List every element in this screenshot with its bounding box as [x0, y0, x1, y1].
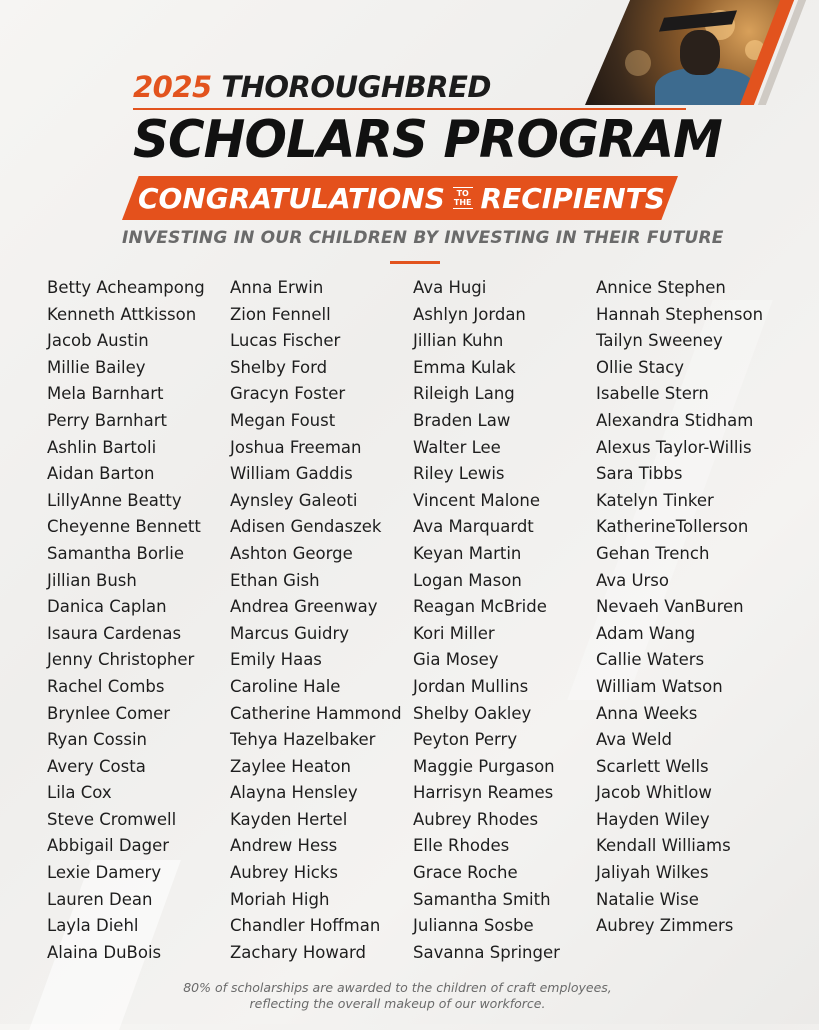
- recipient-name: KatherineTollerson: [596, 517, 749, 537]
- recipient-name: Andrea Greenway: [230, 597, 378, 617]
- recipient-name: Walter Lee: [413, 437, 501, 457]
- recipient-name: Logan Mason: [413, 570, 522, 590]
- recipient-name: Jillian Bush: [47, 570, 137, 590]
- recipient-name: Hayden Wiley: [596, 809, 710, 829]
- recipient-name: Aubrey Rhodes: [413, 809, 539, 829]
- recipient-name: Rileigh Lang: [413, 384, 515, 404]
- recipient-name: Layla Diehl: [47, 916, 139, 936]
- footer-line-1: 80% of scholarships are awarded to the children of craft employees,: [183, 980, 612, 995]
- recipient-name: Katelyn Tinker: [596, 490, 714, 510]
- divider: [390, 261, 440, 264]
- recipient-name: LillyAnne Beatty: [47, 490, 182, 510]
- recipient-name: Steve Cromwell: [47, 809, 177, 829]
- banner-text: [138, 178, 678, 218]
- recipient-name: Reagan McBride: [413, 597, 547, 617]
- recipient-name: Gracyn Foster: [230, 384, 346, 404]
- recipient-name: Ava Weld: [596, 730, 672, 750]
- recipient-name: Ollie Stacy: [596, 357, 685, 377]
- recipient-name: Annice Stephen: [596, 278, 726, 297]
- recipient-name: Anna Weeks: [596, 703, 698, 723]
- recipient-name: Danica Caplan: [47, 597, 167, 617]
- recipient-name: Kendall Williams: [596, 836, 731, 856]
- recipient-name: Alexus Taylor-Willis: [596, 437, 752, 457]
- recipient-name: Harrisyn Reames: [413, 783, 554, 803]
- program-title: SCHOLARS PROGRAM: [133, 110, 722, 170]
- recipient-name: Ryan Cossin: [47, 730, 147, 750]
- recipient-name: Samantha Borlie: [47, 543, 185, 563]
- recipients-list: [47, 275, 779, 966]
- recipient-name: Keyan Martin: [413, 543, 522, 563]
- recipient-name: Chandler Hoffman: [230, 916, 381, 936]
- recipient-name: Sara Tibbs: [596, 464, 683, 484]
- recipient-name: Zachary Howard: [230, 942, 366, 962]
- recipient-name: Ethan Gish: [230, 570, 320, 590]
- banner-small-bottom: THE: [453, 198, 472, 207]
- recipient-name: Emily Haas: [230, 650, 322, 670]
- recipient-name: Ava Hugi: [413, 278, 487, 297]
- recipient-name: Mela Barnhart: [47, 384, 164, 404]
- recipient-name: Julianna Sosbe: [413, 916, 534, 936]
- recipient-name: Lexie Damery: [47, 863, 162, 883]
- names-column-4: [596, 275, 779, 966]
- recipient-name: Abbigail Dager: [47, 836, 170, 856]
- title-year: 2025: [133, 70, 212, 104]
- recipient-name: Kori Miller: [413, 623, 495, 643]
- footer-line-2: reflecting the overall makeup of our workforce.: [249, 996, 546, 1011]
- recipient-name: Gehan Trench: [596, 543, 710, 563]
- recipient-name: Ashlin Bartoli: [47, 437, 157, 457]
- recipient-name: Andrew Hess: [230, 836, 338, 856]
- tagline: INVESTING IN OUR CHILDREN BY INVESTING IN THEIR FUTURE: [122, 228, 724, 248]
- recipient-name: Aubrey Zimmers: [596, 916, 734, 936]
- recipient-name: Megan Foust: [230, 410, 336, 430]
- recipient-name: Jillian Kuhn: [413, 331, 504, 351]
- recipient-name: Alayna Hensley: [230, 783, 358, 803]
- recipient-name: Shelby Ford: [230, 357, 328, 377]
- recipient-name: Isabelle Stern: [596, 384, 709, 404]
- recipient-name: Jacob Austin: [47, 331, 149, 351]
- banner-left-text: CONGRATULATIONS: [138, 181, 445, 215]
- recipient-name: Rachel Combs: [47, 676, 165, 696]
- recipient-name: Anna Erwin: [230, 278, 324, 297]
- recipient-name: Natalie Wise: [596, 889, 699, 909]
- title-line1: [133, 70, 491, 104]
- recipient-name: Braden Law: [413, 410, 511, 430]
- recipient-name: Tailyn Sweeney: [596, 331, 723, 351]
- recipient-name: Aubrey Hicks: [230, 863, 339, 883]
- recipient-name: Aynsley Galeoti: [230, 490, 358, 510]
- recipient-name: Joshua Freeman: [230, 437, 362, 457]
- title-word: THOROUGHBRED: [221, 70, 491, 104]
- recipient-name: Callie Waters: [596, 650, 705, 670]
- recipient-name: Zaylee Heaton: [230, 756, 352, 776]
- recipient-name: Gia Mosey: [413, 650, 499, 670]
- recipient-name: Alexandra Stidham: [596, 410, 754, 430]
- recipient-name: Millie Bailey: [47, 357, 146, 377]
- recipient-name: Aidan Barton: [47, 464, 155, 484]
- recipient-name: Jordan Mullins: [413, 676, 529, 696]
- banner-small-text: [453, 187, 473, 209]
- footer-note: [0, 980, 795, 1012]
- recipient-name: Kayden Hertel: [230, 809, 348, 829]
- recipient-name: William Gaddis: [230, 464, 353, 484]
- recipient-name: Jenny Christopher: [47, 650, 195, 670]
- recipient-name: William Watson: [596, 676, 723, 696]
- recipient-name: Alaina DuBois: [47, 942, 162, 962]
- recipient-name: Ava Urso: [596, 570, 669, 590]
- recipient-name: Emma Kulak: [413, 357, 516, 377]
- recipient-name: Cheyenne Bennett: [47, 517, 201, 537]
- recipient-name: Caroline Hale: [230, 676, 341, 696]
- recipient-name: Moriah High: [230, 889, 330, 909]
- recipient-name: Lauren Dean: [47, 889, 153, 909]
- graduate-head: [680, 30, 720, 75]
- recipient-name: Avery Costa: [47, 756, 146, 776]
- recipient-name: Maggie Purgason: [413, 756, 555, 776]
- recipient-name: Adisen Gendaszek: [230, 517, 382, 537]
- recipient-name: Grace Roche: [413, 863, 518, 883]
- names-column-3: [413, 275, 596, 966]
- recipient-name: Tehya Hazelbaker: [230, 730, 376, 750]
- recipient-name: Riley Lewis: [413, 464, 505, 484]
- recipient-name: Lila Cox: [47, 783, 112, 803]
- recipient-name: Ashton George: [230, 543, 353, 563]
- recipient-name: Kenneth Attkisson: [47, 304, 197, 324]
- recipient-name: Marcus Guidry: [230, 623, 349, 643]
- names-column-1: [47, 275, 230, 966]
- recipient-name: Jacob Whitlow: [596, 783, 712, 803]
- recipient-name: Elle Rhodes: [413, 836, 510, 856]
- recipient-name: Jaliyah Wilkes: [596, 863, 709, 883]
- recipient-name: Catherine Hammond: [230, 703, 402, 723]
- banner-small-top: TO: [456, 189, 469, 198]
- recipient-name: Vincent Malone: [413, 490, 540, 510]
- recipient-name: Perry Barnhart: [47, 410, 168, 430]
- recipient-name: Ava Marquardt: [413, 517, 534, 537]
- recipient-name: Isaura Cardenas: [47, 623, 182, 643]
- recipient-name: Scarlett Wells: [596, 756, 709, 776]
- recipient-name: Peyton Perry: [413, 730, 518, 750]
- recipient-name: Savanna Springer: [413, 942, 560, 962]
- recipient-name: Lucas Fischer: [230, 331, 341, 351]
- recipient-name: Nevaeh VanBuren: [596, 597, 744, 617]
- recipient-name: Brynlee Comer: [47, 703, 171, 723]
- recipient-name: Zion Fennell: [230, 304, 331, 324]
- recipient-name: Samantha Smith: [413, 889, 551, 909]
- recipient-name: Hannah Stephenson: [596, 304, 764, 324]
- recipient-name: Shelby Oakley: [413, 703, 532, 723]
- recipient-name: Ashlyn Jordan: [413, 304, 526, 324]
- recipient-name: Adam Wang: [596, 623, 696, 643]
- banner-right-text: RECIPIENTS: [480, 181, 665, 215]
- recipient-name: Betty Acheampong: [47, 278, 205, 297]
- names-column-2: [230, 275, 413, 966]
